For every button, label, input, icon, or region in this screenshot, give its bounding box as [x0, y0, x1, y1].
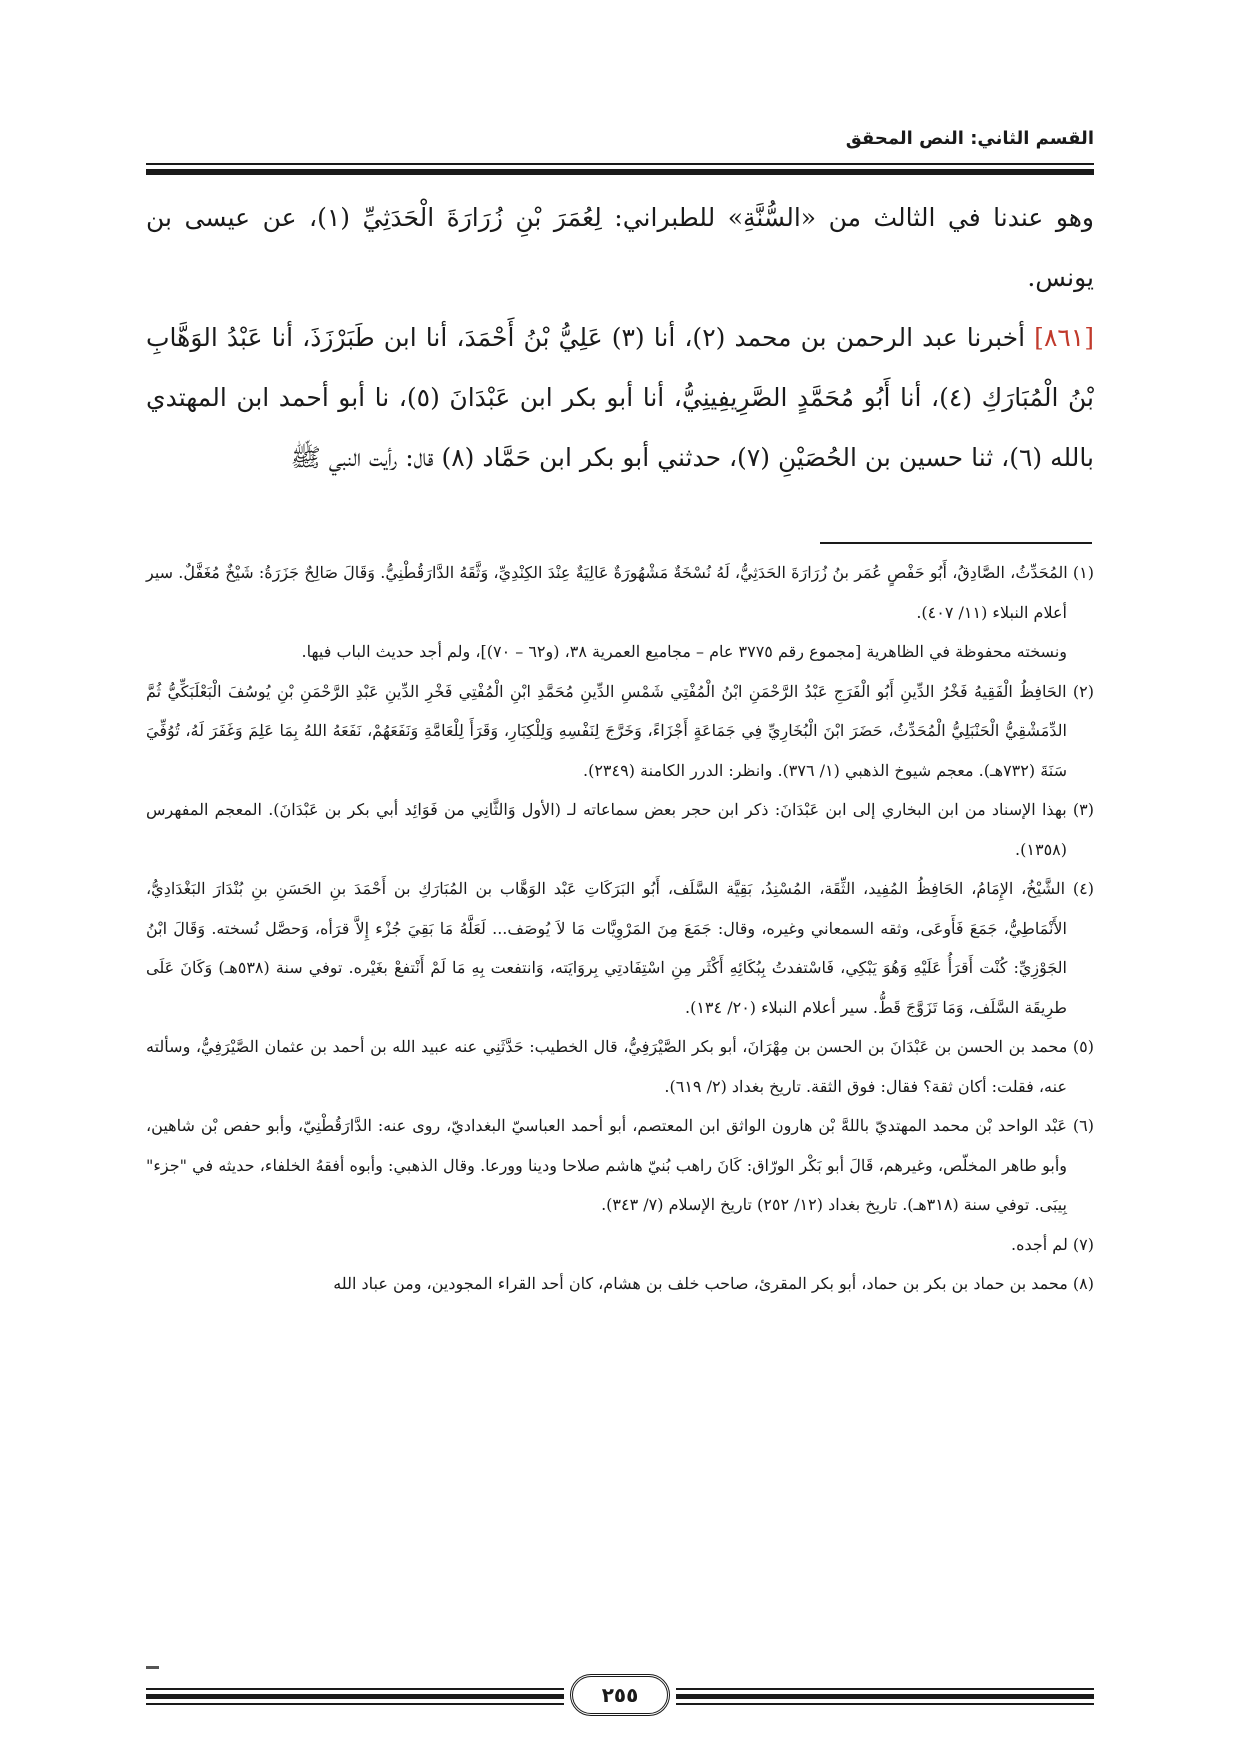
footnote-separator	[820, 542, 1092, 544]
footer-rule	[676, 1694, 1094, 1699]
footnote-6: (٦) عَبْد الواحد بْن محمد المهتديّ باللهَّ بْن هارون الواثق ابن المعتصم، أبو أحمد العباسيّ البغداديّ، روى عنه: الدَّارَقُطْنِيّ، وأبو حفص بْن شاهين، وأبو طاهر المخلّص، وغيرهم، قَالَ أبو بَكْر الورّاق: كَانَ راهب بُنيّ هاشم صلاحا ودينا وورعا. وقال الذهبي: وأبوه أفقهُ الخلفاء، حديثه في "جزء" بِيبَى. توفي سنة (٣١٨هـ). تاريخ بغداد (١٢/ ٢٥٢) تاريخ الإسلام (٧/ ٣٤٣).	[146, 1116, 1094, 1214]
footnote-5: (٥) محمد بن الحسن بن عَبْدَانَ بن الحسن بن مِهْرَانَ، أبو بكر الصَّيْرَفِيُّ، قال الخطيب: حَدَّثَنِي عنه عبيد الله بن أحمد بن عثمان الصَّيْرَفِيُّ، وسألته عنه، فقلت: أكان ثقة؟ فقال: فوق الثقة. تاريخ بغداد (٢/ ٦١٩).	[146, 1037, 1094, 1096]
footer-rule	[676, 1703, 1094, 1705]
footnote-4: (٤) الشَّيْخُ، الإِمَامُ، الحَافِظُ المُفِيد، الثِّقَة، المُسْنِدُ، بَقِيَّة السَّلَف، أَبُو البَرَكَاتِ عَبْد الوَهَّاب بن المُبَارَكِ بن أَحْمَدَ بنِ الحَسَنِ بنِ بُنْدَارَ البَغْدَادِيُّ، الأَنْمَاطِيُّ، جَمَعَ فَأَوعَى، وثقه السمعاني وغيره، وقال: جَمَعَ مِنَ المَرْوِيَّات مَا لاَ يُوصَف... لَعَلَّهُ مَا بَقِيَ جُزْء إِلاَّ قرَأه، وَحصَّل نُسخته. وَقَالَ ابْنُ الجَوْزِيِّ: كُنْت أَقرَأُ عَلَيْهِ وَهُوَ يَبْكِي، فَاسْتفدتُ بِبُكَائِهِ أَكْثَر مِنِ اسْتِفَادتِي بِروَايَته، وَانتفعت بِهِ مَا لَمْ أَنْتفعْ بغَيْره. توفي سنة (٥٣٨هـ) وَكَانَ عَلَى طرِيقَة السَّلَف، وَمَا تَزَوَّجَ قَطُّ. سير أعلام النبلاء (٢٠/ ١٣٤).	[146, 879, 1094, 1017]
footer-rule	[146, 1703, 564, 1705]
page-number: ٢٥٥	[570, 1674, 670, 1716]
footer-rule	[146, 1694, 564, 1699]
footnote-1: (١) المُحَدِّثُ، الصَّادِقُ، أَبُو حَفْصٍ عُمَر بنُ زُرَارَةَ الحَدَثِيُّ، لَهُ نُسْخَةٌ مَشْهُورَةٌ عَالِيَةٌ عِنْدَ الكِنْدِيِّ، وَثَّقَهُ الدَّارَقُطْنِيُّ. وَقَالَ صَالِحٌ جَزَرَةُ: شَيْخٌ مُغَفَّلٌ. سير أعلام النبلاء (١١/ ٤٠٧).	[146, 563, 1094, 622]
header-rule-thick	[146, 169, 1094, 175]
footer-rule	[676, 1688, 1094, 1690]
footnote-3: (٣) بهذا الإسناد من ابن البخاري إلى ابن عَبْدَانَ: ذكر ابن حجر بعض سماعاته لـ (الأول وَالثَّانِي من فَوَائِد أبي بكر بن عَبْدَانَ). المعجم المفهرس (١٣٥٨).	[146, 800, 1094, 859]
header-rule-thin	[146, 163, 1094, 165]
main-text	[146, 188, 1094, 488]
footer-rule	[146, 1688, 564, 1690]
running-header: القسم الثاني: النص المحقق	[845, 128, 1094, 149]
footnote-7: (٧) لم أجده.	[1011, 1234, 1094, 1254]
footnote-1-continuation: ونسخته محفوظة في الظاهرية [مجموع رقم ٣٧٧٥ عام – مجاميع العمرية ٣٨، (و٦٢ – ٧٠)]، ولم أجد حديث الباب فيها.	[301, 642, 1067, 661]
main-paragraph: وهو عندنا في الثالث من «السُّنَّةِ» للطبراني: لِعُمَرَ بْنِ زُرَارَةَ الْحَدَثِيِّ (١)، عن عيسى بن يونس.	[146, 203, 1094, 292]
hadith-entry	[146, 308, 1094, 488]
footnote-8: (٨) محمد بن حماد بن بكر بن حماد، أبو بكر المقرئ، صاحب خلف بن هشام، كان أحد القراء المجودين، ومن عباد الله	[333, 1274, 1094, 1293]
footnotes	[146, 553, 1094, 1304]
entry-number: [٨٦١]	[1034, 323, 1094, 352]
footnote-2: (٢) الحَافِظُ الْفَقِيهُ فَخْرُ الدِّينِ أَبُو الْفَرَجِ عَبْدُ الرَّحْمَنِ ابْنُ الْمُفْتِي شَمْسِ الدِّينِ مُحَمَّدِ ابْنِ الْمُفْتِي فَخْرِ الدِّينِ عَبْدِ الرَّحْمَنِ بْنِ يُوسُفَ الْبَعْلَبَكِّيُّ ثُمَّ الدِّمَشْقِيُّ الْحَنْبَلِيُّ الْمُحَدِّثُ، حَضَرَ ابْنَ الْبُخَارِيِّ فِي جَمَاعَةٍ أَجْزَاءً، وَخَرَّجَ لِنَفْسِهِ وَلِلْكِبَارِ، وَقَرَأَ لِلْعَامَّةِ وَنَفَعَهُمْ، نَفَعَهُ اللهُ بِمَا عَلِمَ وَغَفَرَ لَهُ، تُوُفِّيَ سَنَةَ (٧٣٢هـ). معجم شيوخ الذهبي (١/ ٣٧٦). وانظر: الدرر الكامنة (٢٣٤٩).	[146, 681, 1094, 780]
entry-text: أخبرنا عبد الرحمن بن محمد (٢)، أنا (٣) عَلِيُّ بْنُ أَحْمَدَ، أنا ابن طَبَرْزَذَ، أنا عَبْدُ الوَهَّابِ بْنُ الْمُبَارَكِ (٤)، أنا أَبُو مُحَمَّدٍ الصَّرِيفِينِيُّ، أنا أبو بكر ابن عَبْدَانَ (٥)، نا أبو أحمد ابن المهتدي بالله (٦)، ثنا حسين بن الحُصَيْنِ (٧)، حدثني أبو بكر ابن حَمَّاد (٨) قال: رأيت النبي ﷺ	[146, 323, 1094, 472]
continuation-dash	[146, 1666, 159, 1669]
